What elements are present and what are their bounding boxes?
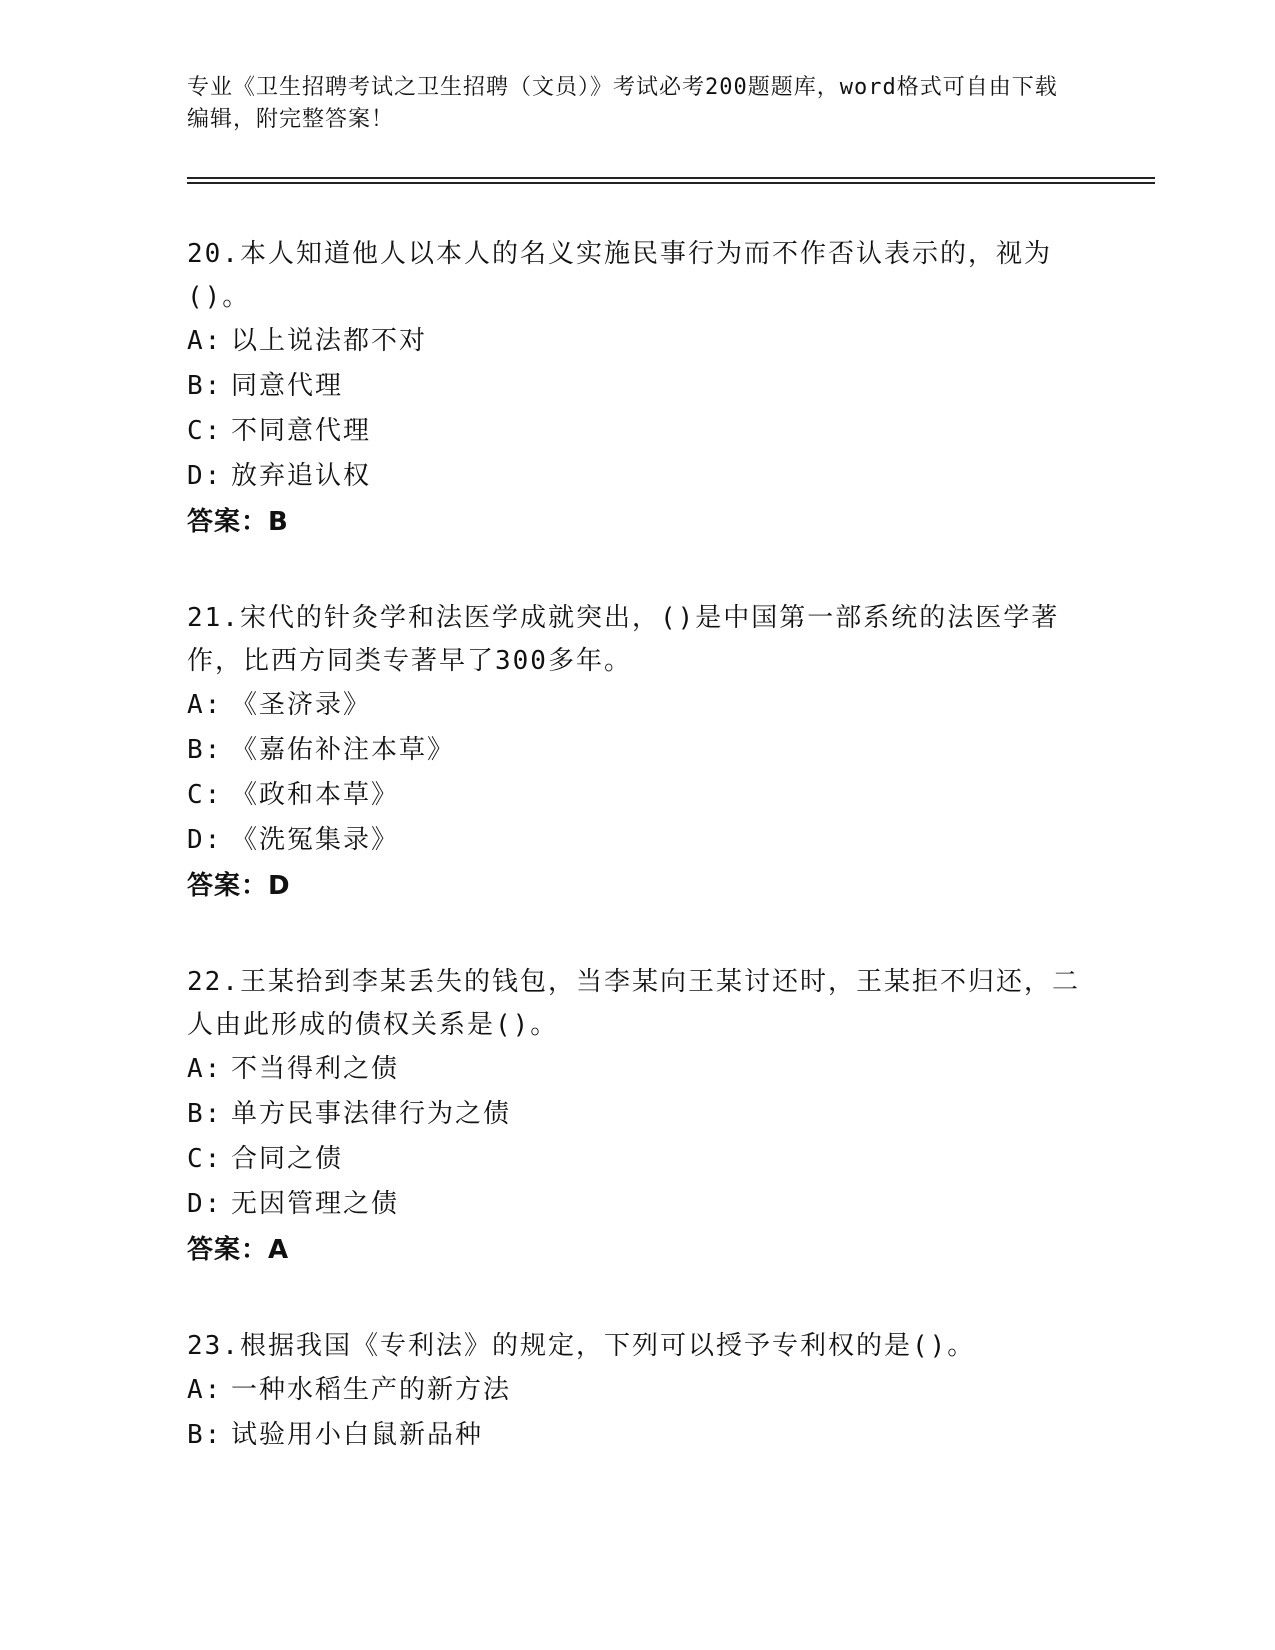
option-b (187, 1413, 1087, 1458)
option-d (187, 1182, 1087, 1227)
question-text: 宋代的针灸学和法医学成就突出，()是中国第一部系统的法医学著作，比西方同类专著早了300多年。 (187, 603, 1060, 676)
header-divider-bottom (187, 182, 1155, 184)
option-text: 《嘉佑补注本草》 (231, 735, 456, 765)
question-20 (187, 233, 1087, 545)
answer-line (187, 863, 1087, 909)
option-a (187, 1368, 1087, 1413)
option-c (187, 1137, 1087, 1182)
answer-value: D (268, 871, 291, 901)
question-22 (187, 961, 1087, 1273)
option-letter: C: (187, 1144, 223, 1174)
question-number: 21. (187, 603, 240, 633)
question-23 (187, 1325, 1087, 1458)
option-text: 试验用小白鼠新品种 (231, 1420, 484, 1450)
option-letter: A: (187, 1054, 223, 1084)
option-letter: D: (187, 461, 223, 491)
answer-label: 答案： (187, 871, 269, 901)
question-number: 20. (187, 239, 240, 269)
question-number: 23. (187, 1331, 240, 1361)
question-stem (187, 961, 1087, 1047)
answer-value: A (268, 1235, 290, 1265)
option-text: 《政和本草》 (231, 780, 400, 810)
question-stem (187, 233, 1087, 319)
option-letter: B: (187, 1420, 223, 1450)
option-text: 一种水稻生产的新方法 (231, 1375, 512, 1405)
option-letter: B: (187, 735, 223, 765)
answer-label: 答案： (187, 1235, 269, 1265)
option-letter: D: (187, 825, 223, 855)
answer-label: 答案： (187, 507, 269, 537)
question-stem (187, 1325, 1087, 1368)
option-letter: D: (187, 1189, 223, 1219)
option-b (187, 364, 1087, 409)
option-text: 单方民事法律行为之债 (231, 1099, 512, 1129)
option-b (187, 728, 1087, 773)
option-c (187, 409, 1087, 454)
option-text: 《圣济录》 (231, 690, 372, 720)
option-letter: A: (187, 1375, 223, 1405)
option-text: 《洗冤集录》 (231, 825, 400, 855)
option-a (187, 1047, 1087, 1092)
option-letter: C: (187, 416, 223, 446)
question-text: 王某拾到李某丢失的钱包，当李某向王某讨还时，王某拒不归还，二人由此形成的债权关系是()。 (187, 967, 1080, 1040)
question-text: 本人知道他人以本人的名义实施民事行为而不作否认表示的，视为()。 (187, 239, 1052, 312)
answer-line (187, 1227, 1087, 1273)
answer-line (187, 499, 1087, 545)
option-letter: A: (187, 690, 223, 720)
document-header: 专业《卫生招聘考试之卫生招聘（文员）》考试必考200题题库，word格式可自由下载编辑，附完整答案！ (187, 75, 1058, 132)
option-letter: B: (187, 1099, 223, 1129)
option-c (187, 773, 1087, 818)
option-text: 同意代理 (231, 371, 344, 401)
question-stem (187, 597, 1087, 683)
option-text: 不同意代理 (231, 416, 372, 446)
option-letter: A: (187, 326, 223, 356)
answer-value: B (268, 507, 289, 537)
option-letter: B: (187, 371, 223, 401)
option-text: 合同之债 (231, 1144, 344, 1174)
header-divider-top (187, 177, 1155, 179)
option-text: 不当得利之债 (231, 1054, 400, 1084)
question-text: 根据我国《专利法》的规定，下列可以授予专利权的是()。 (239, 1331, 976, 1361)
option-text: 放弃追认权 (231, 461, 372, 491)
option-letter: C: (187, 780, 223, 810)
option-d (187, 818, 1087, 863)
option-b (187, 1092, 1087, 1137)
question-21 (187, 597, 1087, 909)
question-number: 22. (187, 967, 240, 997)
option-text: 无因管理之债 (231, 1189, 400, 1219)
option-text: 以上说法都不对 (231, 326, 428, 356)
option-a (187, 683, 1087, 728)
option-a (187, 319, 1087, 364)
option-d (187, 454, 1087, 499)
